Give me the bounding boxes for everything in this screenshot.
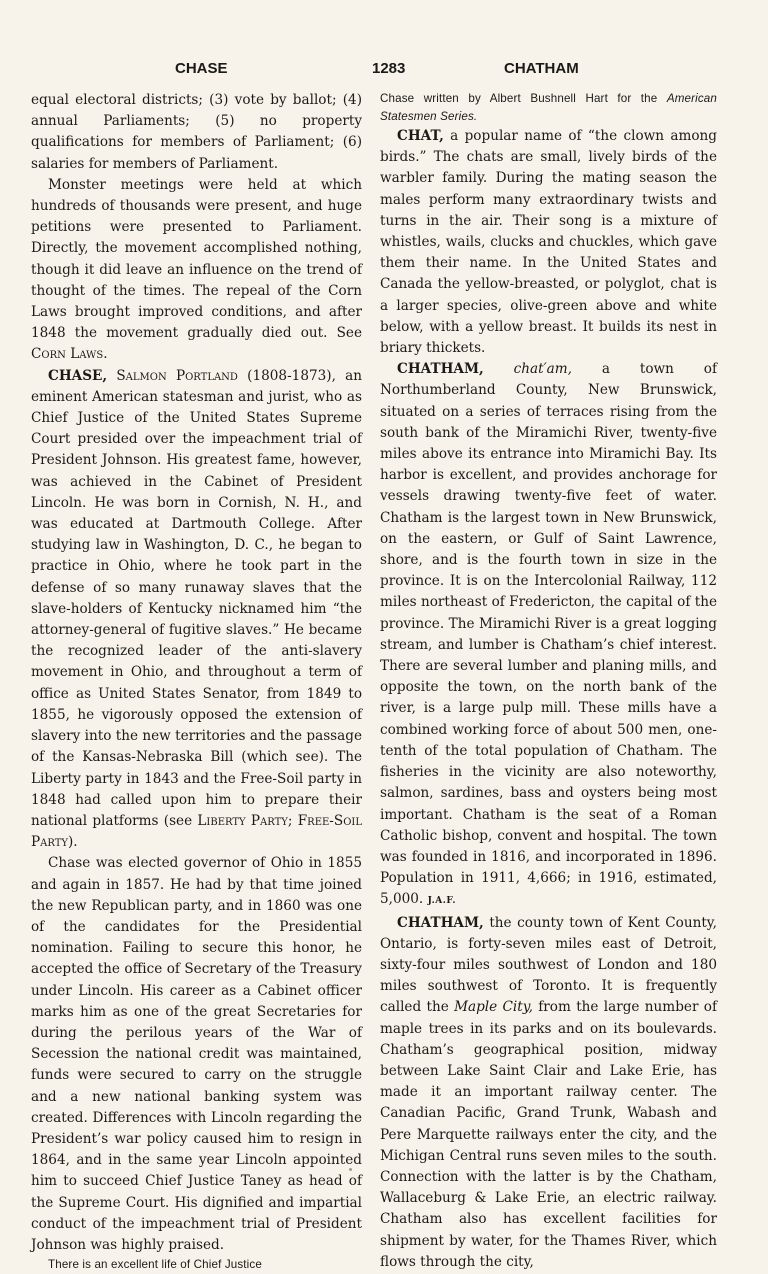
page-mark xyxy=(349,1168,352,1171)
chase-bibliography-note: There is an excellent life of Chief Justice xyxy=(48,1258,262,1272)
chartism-continuation-paragraph: equal electoral districts; (3) vote by ballot; (4) annual Parliaments; (5) no property qualifications for members of Parliament; (6) salaries for members of Parliament. xyxy=(31,92,362,172)
chatham-ontario-headword: CHATHAM, xyxy=(397,914,484,931)
chase-bibliography-continued: Chase written by Albert Bushnell Hart for the American Statesmen Series. xyxy=(380,92,717,123)
chase-entry-paragraph: CHASE, Salmon Portland (1808-1873), an eminent American statesman and jurist, who as Chief Justice of the United States Supreme Court presided over the impeachment trial of President Johnson. His greatest fame, however, was achieved in the Cabinet of President Lincoln. He was born in Cornish, N. H., and was educated at Dartmouth College. After studying law in Washington, D. C., he began to practice in Ohio, where he took part in the defense of so many runaway slaves that the slave-holders of Kentucky nicknamed him “the attorney-general of fugitive slaves.” He became the recognized leader of the anti-slavery movement in Ohio, and throughout a term of office as United States Senator, from 1849 to 1855, he vigorously opposed the extension of slavery into the new territories and the passage of the Kansas-Nebraska Bill (which see). The Liberty party in 1843 and the Free-Soil party in 1848 had called upon him to prepare their national platforms (see Liberty Party; Free-Soil Party). xyxy=(31,367,362,851)
cross-reference-free-soil-party: Free-Soil Party xyxy=(31,812,362,851)
cross-reference-corn-laws: Corn Laws xyxy=(31,346,104,363)
chase-paragraph-2: Chase was elected governor of Ohio in 1855 and again in 1857. He had by that time joined the new Republican party, and in 1860 was one of the candidates for the Presidential nomination. Failing to secure this honor, he accepted the office of Secretary of the Treasury under Lincoln. His career as a Cabinet officer marks him as one of the great Secretaries for during the perilous years of the War of Secession the national credit was maintained, funds were secured to carry on the struggle and a new national banking system was created. Differences with Lincoln regarding the President’s war policy caused him to resign in 1864, and in the same year Lincoln appointed him to succeed Chief Justice Taney as head of the Supreme Court. His dignified and impartial conduct of the impeachment trial of President Johnson was highly praised. xyxy=(31,855,362,1253)
right-column xyxy=(380,90,717,1273)
chartism-paragraph-2: Monster meetings were held at which hundreds of thousands were present, and huge petitions were presented to Parliament. Directly, the movement accomplished nothing, though it did leave an influence on the trend of thought of the times. The repeal of the Corn Laws brought improved conditions, and after 1848 the movement gradually died out. See Corn Laws. xyxy=(31,176,362,363)
nickname-maple-city: Maple City, xyxy=(454,999,533,1016)
chatham-nb-entry-paragraph: CHATHAM, chat′am, a town of Northumberland County, New Brunswick, situated on a series of terraces rising from the south bank of the Miramichi River, twenty-five miles above its entrance into Miramichi Bay. Its harbor is excellent, and provides anchorage for vessels drawing twenty-five feet of water. Chatham is the largest town in New Brunswick, on the eastern, or Gulf of Saint Lawrence, shore, and is the fourth town in size in the province. It is on the Intercolonial Railway, 112 miles northeast of Fredericton, the capital of the province. The Miramichi River is a great logging stream, and lumber is Chatham’s chief interest. There are several lumber and planing mills, and opposite the town, on the north bank of the river, is a large pulp mill. These mills have a combined working force of about 500 men, one-tenth of the total population of Chatham. The fisheries in the vicinity are also noteworthy, salmon, sardines, bass and oysters being most important. Chatham is the seat of a Roman Catholic bishop, convent and hospital. The town was founded in 1816, and incorporated in 1896. Population in 1911, 4,666; in 1916, estimated, 5,000. J.A.F. xyxy=(380,361,717,908)
series-title: American Statesmen Series. xyxy=(380,92,717,123)
header-left-word: CHASE xyxy=(175,60,228,77)
header-right-word: CHATHAM xyxy=(504,60,579,77)
left-column xyxy=(31,90,362,1274)
chat-headword: CHAT, xyxy=(397,128,444,144)
running-header xyxy=(30,60,738,82)
chat-entry-paragraph: CHAT, a popular name of “the clown among birds.” The chats are small, lively birds of the warbler family. During the mating season the males perform many extraordinary twists and turns in the air. Their song is a mixture of whistles, wails, clucks and chuckles, which gave them their name. In the United States and Canada the yellow-breasted, or polyglot, chat is a larger species, olive-green above and white below, with a yellow breast. It builds its nest in briary thickets. xyxy=(380,128,717,357)
cross-reference-liberty-party: Liberty Party xyxy=(197,812,288,829)
pronunciation: chat′am, xyxy=(513,361,572,378)
chatham-nb-headword: CHATHAM, xyxy=(397,361,484,378)
chatham-ontario-entry-paragraph: CHATHAM, the county town of Kent County, Ontario, is forty-seven miles east of Detroit, sixty-four miles southwest of London and 180 miles southwest of Toronto. It is frequently called the Maple City, from the large number of maple trees in its parks and on its boulevards. Chatham’s geographical position, midway between Lake Saint Clair and Lake Erie, has made it an important railway center. The Canadian Pacific, Grand Trunk, Wabash and Pere Marquette railways enter the city, and the Michigan Central runs seven miles to the south. Connection with the latter is by the Chatham, Wallaceburg & Lake Erie, an electric railway. Chatham also has excellent facilities for shipment by water, for the Thames River, which flows through the city, xyxy=(380,914,717,1270)
page-number: 1283 xyxy=(372,60,406,77)
author-initials: J.A.F. xyxy=(427,896,456,907)
chase-given-names: Salmon Portland xyxy=(116,367,238,384)
chase-headword: CHASE, xyxy=(48,367,108,384)
